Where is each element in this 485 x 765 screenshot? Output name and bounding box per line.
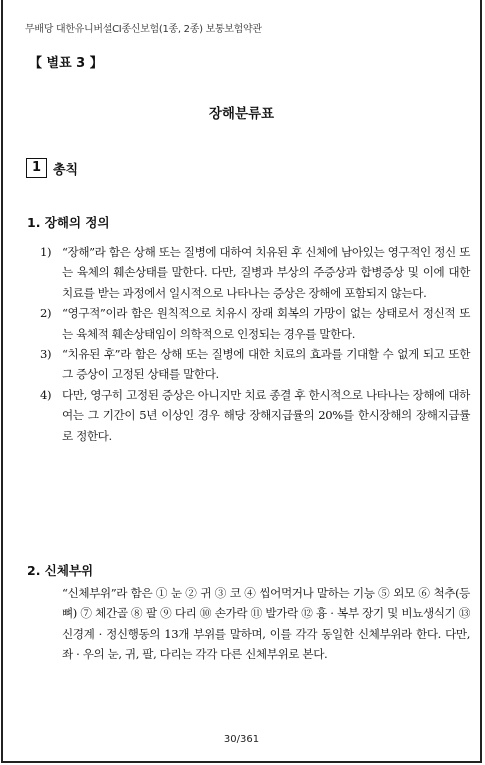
list-item-number: 3) <box>40 347 52 362</box>
annex-label: 【 별표 3 】 <box>29 56 103 71</box>
document-page <box>1 0 482 763</box>
list-item-text: 다만, 영구히 고정된 증상은 아니지만 치료 종결 후 한시적으로 나타나는 장해에 대하여는 그 기간이 5년 이상인 경우 해당 장해지급률의 20%를 한시장해의 장해지급률로 정한다. <box>62 387 470 443</box>
list-item <box>40 344 470 385</box>
section-title: 총칙 <box>53 162 79 178</box>
list-item <box>40 385 470 446</box>
list-item-number: 2) <box>40 306 52 321</box>
list-item-text: “치유된 후”라 함은 상해 또는 질병에 대한 치료의 효과를 기대할 수 없게 되고 또한 그 증상이 고정된 상태를 말한다. <box>62 347 470 382</box>
body-parts-paragraph: “신체부위”라 함은 ① 눈 ② 귀 ③ 코 ④ 씹어먹거나 말하는 기능 ⑤ 외모 ⑥ 척추(등뼈) ⑦ 체간골 ⑧ 팔 ⑨ 다리 ⑩ 손가락 ⑪ 발가락 ⑫ 흉 · 복부 장기 및 비뇨생식기 ⑬ 신경계 · 정신행동의 13개 부위를 말하며, 이를 각각 동일한 신체부위라 한다. 다만, 좌 · 우의 눈, 귀, 팔, 다리는 각각 다른 신체부위로 본다. <box>62 586 470 662</box>
list-item-number: 4) <box>40 387 52 402</box>
list-item-number: 1) <box>40 245 52 259</box>
list-item-text: “영구적”이라 함은 원칙적으로 치유시 장래 회복의 가망이 없는 상태로서 정신적 또는 육체적 훼손상태임이 의학적으로 인정되는 경우를 말한다. <box>62 306 470 341</box>
running-header: 무배당 대한유니버셜CI종신보험(1종, 2종) 보통보험약관 <box>25 24 262 35</box>
subsection-heading-body-parts: 2. 신체부위 <box>27 563 94 578</box>
subsection-heading-definition: 1. 장해의 정의 <box>27 215 110 230</box>
section-heading <box>26 158 78 178</box>
document-title: 장해분류표 <box>208 106 275 122</box>
definition-list <box>40 242 470 446</box>
page-number: 30/361 <box>223 734 260 745</box>
list-item-text: “장해”라 함은 상해 또는 질병에 대하여 치유된 후 신체에 남아있는 영구적인 정신 또는 육체의 훼손상태를 말한다. 다만, 질병과 부상의 주증상과 합병증상 및 이에 대한 치료를 받는 과정에서 일시적으로 나타나는 증상은 장해에 포함되지 않는다. <box>62 245 470 300</box>
section-number-box: 1 <box>26 158 47 178</box>
list-item <box>40 242 470 303</box>
list-item <box>40 303 470 344</box>
